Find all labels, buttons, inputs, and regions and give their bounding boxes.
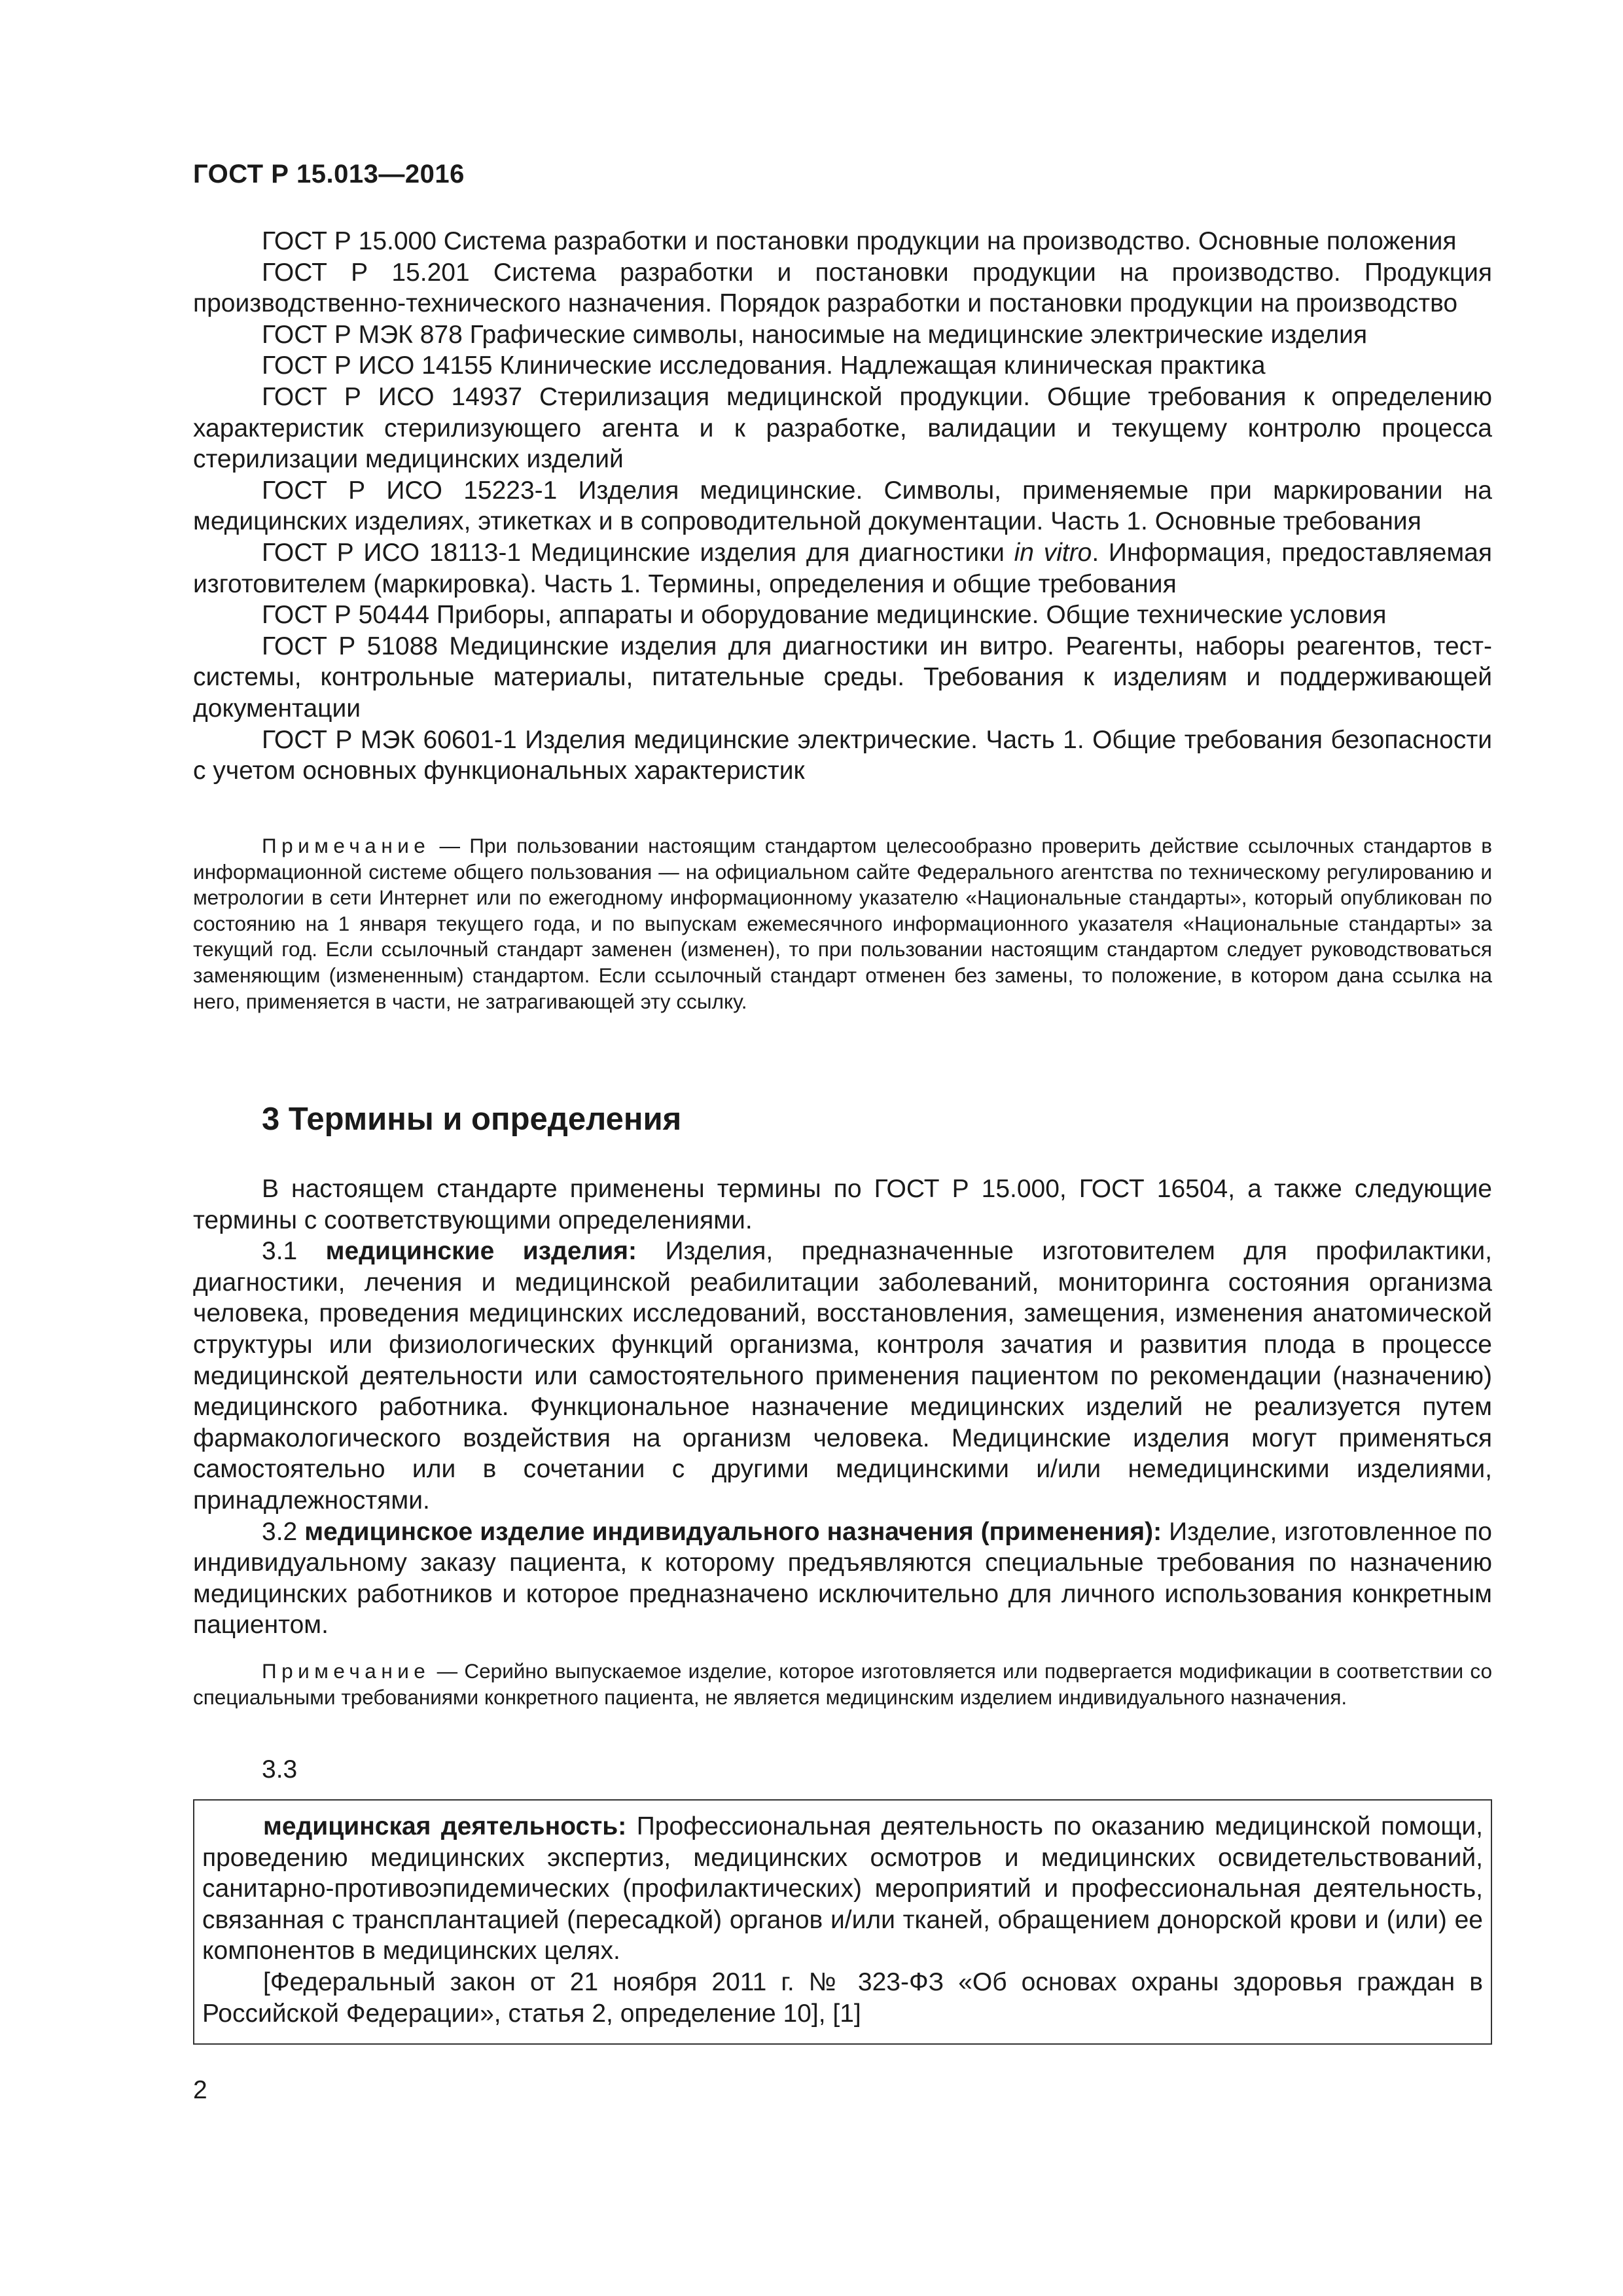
reference-item: ГОСТ Р 15.201 Система разработки и постановки продукции на производство. Продукция производственно-технического назначения. Порядок разработки и постановки продукции на производство <box>193 258 1492 318</box>
term-name: медицинская деятельность: <box>263 1812 627 1840</box>
term-note <box>193 1659 1492 1710</box>
section-intro: В настоящем стандарте применены термины по ГОСТ Р 15.000, ГОСТ 16504, а также следующие термины с соответствующими определениями. <box>193 1175 1492 1234</box>
reference-text: ГОСТ Р ИСО 18113-1 Медицинские изделия для диагностики <box>262 538 1014 567</box>
term-number: 3.1 <box>262 1237 326 1266</box>
note-label: Примечание <box>262 834 431 857</box>
term-number-3-3: 3.3 <box>262 1755 298 1784</box>
term-3-2 <box>193 1516 1492 1641</box>
reference-item: ГОСТ Р ИСО 15223-1 Изделия медицинские. Символы, применяемые при маркировании на медицинских изделиях, этикетках и в сопроводительной документации. Часть 1. Основные требования <box>193 476 1492 536</box>
document-header: ГОСТ Р 15.013—2016 <box>193 160 465 188</box>
normative-references <box>193 226 1492 787</box>
term-source: [Федеральный закон от 21 ноября 2011 г. № 323-ФЗ «Об основах охраны здоровья граждан в Российской Федерации», статья 2, определение 10], [1] <box>202 1967 1483 2028</box>
term-name: медицинские изделия: <box>325 1237 637 1266</box>
reference-text: . Информация, предоставляемая изготовителем (маркировка). Часть 1. Термины, определения и общие требования <box>193 538 1492 598</box>
reference-item: ГОСТ Р МЭК 60601-1 Изделия медицинские электрические. Часть 1. Общие требования безопасности с учетом основных функциональных характеристик <box>193 725 1492 785</box>
reference-item: ГОСТ Р ИСО 14937 Стерилизация медицинской продукции. Общие требования к определению характеристик стерилизующего агента и к разработке, валидации и текущему контролю процесса стерилизации медицинских изделий <box>193 382 1492 474</box>
reference-item: ГОСТ Р 50444 Приборы, аппараты и оборудование медицинские. Общие технические условия <box>262 601 1387 630</box>
note-text: — Серийно выпускаемое изделие, которое изготовляется или подвергается модификации в соответствии со специальными требованиями конкретного пациента, не является медицинским изделием индивидуального назначения. <box>193 1659 1492 1709</box>
references-note <box>193 833 1492 1014</box>
term-name: медицинское изделие индивидуального назначения (применения): <box>304 1517 1162 1546</box>
note-paragraph <box>193 1659 1492 1710</box>
reference-item: ГОСТ Р 15.000 Система разработки и постановки продукции на производство. Основные положения <box>262 227 1457 255</box>
page-number: 2 <box>193 2076 207 2104</box>
reference-item <box>193 537 1492 600</box>
section-title: 3 Термины и определения <box>262 1102 682 1137</box>
term-definition: Изделие, изготовленное по индивидуальному заказу пациента, к которому предъявляются специальные требования по назначению медицинских работников и которое предназначено исключительно для личного использования конкретным пациентом. <box>193 1517 1492 1640</box>
reference-item: ГОСТ Р 51088 Медицинские изделия для диагностики ин витро. Реагенты, наборы реагентов, тест-системы, контрольные материалы, питательные среды. Требования к изделиям и поддерживающей документации <box>193 632 1492 723</box>
term-number: 3.2 <box>262 1517 305 1546</box>
note-text: — При пользовании настоящим стандартом целесообразно проверить действие ссылочных стандартов в информационной системе общего пользования — на официальном сайте Федерального агентства по техническому регулированию и метрологии в сети Интернет или по ежегодному информационному указателю «Национальные стандарты», который опубликован по состоянию на 1 января текущего года, и по выпускам ежемесячного информационного указателя «Национальные стандарты» за текущий год. Если ссылочный стандарт заменен (изменен), то при пользовании настоящим стандартом следует руководствоваться заменяющим (измененным) стандартом. Если ссылочный стандарт отменен без замены, то положение, в котором дана ссылка на него, применяется в части, не затрагивающей эту ссылку. <box>193 834 1492 1013</box>
boxed-definition <box>193 1799 1492 2045</box>
note-paragraph <box>193 833 1492 1014</box>
term-definition: Изделия, предназначенные изготовителем для профилактики, диагностики, лечения и медицинской реабилитации заболеваний, мониторинга состояния организма человека, проведения медицинских исследований, восстановления, замещения, изменения анатомической структуры или физиологических функций организма, контроля зачатия и развития плода в процессе медицинской деятельности или самостоятельного применения пациентом по рекомендации (назначению) медицинского работника. Функциональное назначение медицинских изделий не реализуется путем фармакологического воздействия на организм человека. Медицинские изделия могут применяться самостоятельно или в сочетании с другими медицинскими и/или немедицинскими изделиями, принадлежностями. <box>193 1237 1492 1515</box>
term-3-3 <box>202 1811 1483 1967</box>
reference-italic-text: in vitro <box>1014 538 1092 567</box>
term-3-1 <box>193 1236 1492 1516</box>
term-definition: Профессиональная деятельность по оказанию медицинской помощи, проведению медицинских экспертиз, медицинских осмотров и медицинских освидетельствований, санитарно-противоэпидемических (профилактических) мероприятий и профессиональная деятельность, связанная с трансплантацией (пересадкой) органов и/или тканей, обращением донорской крови и (или) ее компонентов в медицинских целях. <box>202 1812 1483 1965</box>
section-body <box>193 1174 1492 1641</box>
note-label: Примечание <box>262 1659 431 1683</box>
reference-item: ГОСТ Р ИСО 14155 Клинические исследования. Надлежащая клиническая практика <box>262 351 1266 380</box>
reference-item: ГОСТ Р МЭК 878 Графические символы, наносимые на медицинские электрические изделия <box>262 320 1368 349</box>
